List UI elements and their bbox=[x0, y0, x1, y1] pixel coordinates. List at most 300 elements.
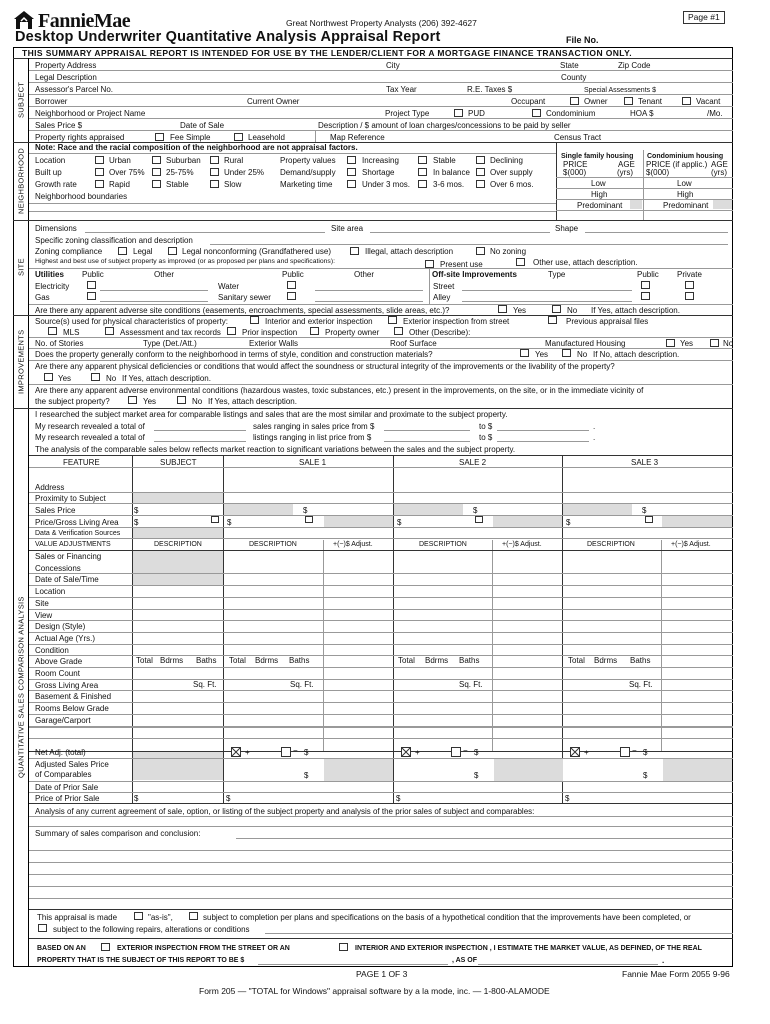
x-mark-icon bbox=[571, 748, 579, 756]
deficiencies-question: Are there any apparent physical deficiencies or conditions that would affect the soundness or structural integrity of the improvements or the livability of the property? bbox=[35, 362, 615, 371]
prop-owner-label: Property owner bbox=[325, 328, 380, 337]
owner-checkbox[interactable] bbox=[570, 97, 579, 105]
col-feature: FEATURE bbox=[63, 458, 100, 467]
rights-label: Property rights appraised bbox=[35, 133, 125, 142]
ext-street-checkbox[interactable] bbox=[388, 316, 397, 324]
sale1-net-dollar: $ bbox=[304, 748, 309, 757]
other-use-checkbox[interactable] bbox=[516, 258, 525, 266]
sale2-gla-dollar: $ bbox=[397, 518, 402, 527]
adj-row-label: Garage/Carport bbox=[35, 715, 91, 725]
sf-housing-label: Single family housing bbox=[561, 153, 634, 160]
def-no-checkbox[interactable] bbox=[91, 373, 100, 381]
owner-label: Owner bbox=[584, 97, 608, 106]
growth-label: Growth rate bbox=[35, 180, 77, 189]
sale2-prior-dollar: $ bbox=[396, 794, 401, 803]
sale1-prior-dollar: $ bbox=[226, 794, 231, 803]
in-balance-checkbox[interactable] bbox=[418, 168, 427, 176]
conform-attach-label: If No, attach description. bbox=[593, 350, 680, 359]
marketing-label: Marketing time bbox=[280, 180, 333, 189]
no-zoning-checkbox[interactable] bbox=[476, 247, 485, 255]
adj-row-label: Basement & Finished bbox=[35, 692, 112, 702]
utilities-other2-label: Other bbox=[354, 270, 375, 279]
suburban-checkbox[interactable] bbox=[152, 156, 161, 164]
improvements-label: IMPROVEMENTS bbox=[16, 329, 26, 394]
page-label: Page #1 bbox=[683, 11, 725, 24]
low2-label: Low bbox=[677, 179, 692, 188]
high-label: High bbox=[591, 190, 608, 199]
sale2-gla-mark bbox=[475, 516, 483, 523]
adverse-yes-label: Yes bbox=[513, 306, 527, 315]
prior-insp-checkbox[interactable] bbox=[227, 327, 236, 335]
sale2-net-dollar: $ bbox=[474, 748, 479, 757]
x-mark-icon bbox=[232, 748, 240, 756]
repairs-label: subject to the following repairs, alterations or conditions bbox=[53, 925, 250, 934]
sale1-sqft-label: Sq. Ft. bbox=[290, 680, 314, 689]
adj-row-divider bbox=[29, 573, 733, 574]
environmental-question-2: the subject property? bbox=[35, 397, 110, 406]
adj-row-label: Sales or Financing bbox=[35, 552, 102, 561]
electricity-label: Electricity bbox=[35, 282, 70, 291]
sanitary-label: Sanitary sewer bbox=[218, 293, 271, 302]
col-sale1: SALE 1 bbox=[299, 458, 327, 467]
gas-checkbox[interactable] bbox=[87, 292, 96, 300]
adj-row-divider bbox=[29, 597, 733, 598]
int-ext-insp-label: INTERIOR AND EXTERIOR INSPECTION , I ESTIMATE THE MARKET VALUE, AS DEFINED, OF THE REAL bbox=[355, 945, 702, 952]
suburban-label: Suburban bbox=[166, 156, 201, 165]
subject-prior-dollar: $ bbox=[134, 794, 139, 803]
prior-date-label: Date of Prior Sale bbox=[35, 783, 99, 792]
low-label: Low bbox=[591, 179, 606, 188]
k000b-label: $(000) bbox=[646, 168, 670, 177]
site-side bbox=[13, 220, 29, 315]
research-listings-period: . bbox=[593, 433, 596, 442]
street-private-checkbox[interactable] bbox=[685, 281, 694, 289]
adj-row-divider bbox=[29, 679, 733, 680]
ext-insp-label: EXTERIOR INSPECTION FROM THE STREET OR AN bbox=[117, 945, 290, 952]
vacant-checkbox[interactable] bbox=[682, 97, 691, 105]
m3-6-checkbox[interactable] bbox=[418, 180, 427, 188]
pud-checkbox[interactable] bbox=[454, 109, 463, 117]
condo-label: Condominium bbox=[546, 109, 596, 118]
col-subject: SUBJECT bbox=[160, 458, 197, 467]
urban-label: Urban bbox=[109, 156, 131, 165]
subject-bdrms-label: Bdrms bbox=[160, 656, 184, 665]
census-tract-field[interactable]: Census Tract bbox=[554, 133, 602, 142]
sale3-sqft-label: Sq. Ft. bbox=[629, 680, 653, 689]
legal-nonconf-label: Legal nonconforming (Grandfathered use) bbox=[182, 247, 331, 256]
row-price-gla: Price/Gross Living Area bbox=[35, 518, 119, 527]
sale3-gla-dollar: $ bbox=[566, 518, 571, 527]
sale3-adjusted-dollar: $ bbox=[643, 771, 648, 780]
state-field[interactable]: State bbox=[560, 61, 579, 70]
mls-label: MLS bbox=[63, 328, 80, 337]
roof-field[interactable]: Roof Surface bbox=[390, 339, 437, 348]
sale1-adjusted-dollar: $ bbox=[304, 771, 309, 780]
other-desc-label: Other (Describe): bbox=[409, 328, 471, 337]
adj-row-divider bbox=[29, 620, 733, 621]
mls-checkbox[interactable] bbox=[48, 327, 57, 335]
sale2-net-plus-checkbox[interactable] bbox=[401, 747, 411, 757]
row-address: Address bbox=[35, 483, 65, 492]
sales-label: QUANTITATIVE SALES COMPARISON ANALYSIS bbox=[16, 596, 26, 779]
sale3-net-plus-checkbox[interactable] bbox=[570, 747, 580, 757]
over6-label: Over 6 mos. bbox=[490, 180, 534, 189]
manufactured-label: Manufactured Housing bbox=[545, 339, 626, 348]
improvements-side bbox=[13, 315, 29, 408]
stable-checkbox[interactable] bbox=[152, 180, 161, 188]
property-address-field[interactable]: Property Address bbox=[35, 61, 97, 70]
sale3-net-dollar: $ bbox=[643, 748, 648, 757]
house-logo-icon bbox=[13, 10, 35, 30]
prop-owner-checkbox[interactable] bbox=[310, 327, 319, 335]
analysis-label: The analysis of the comparable sales below reflects market reaction to significant variations between the sales and the subject property. bbox=[35, 445, 516, 454]
sale3-baths-label: Baths bbox=[630, 656, 651, 665]
hoa-field[interactable]: HOA $ bbox=[630, 109, 654, 118]
hbu-label: Highest and best use of subject property as improved (or as proposed per plans and specifications): bbox=[35, 258, 335, 265]
leasehold-checkbox[interactable] bbox=[234, 133, 243, 141]
increasing-checkbox[interactable] bbox=[347, 156, 356, 164]
under3-label: Under 3 mos. bbox=[362, 180, 411, 189]
sources-label: Source(s) used for physical characteristics of property: bbox=[35, 317, 228, 326]
neighborhood-name-field[interactable]: Neighborhood or Project Name bbox=[35, 109, 146, 118]
other-desc-checkbox[interactable] bbox=[394, 327, 403, 335]
row-proximity: Proximity to Subject bbox=[35, 494, 106, 503]
zoning-legal-checkbox[interactable] bbox=[118, 247, 127, 255]
research-listings-range: listings ranging in list price from $ bbox=[253, 433, 372, 442]
sale3-gla-mark bbox=[645, 516, 653, 523]
adj-row-label: Actual Age (Yrs.) bbox=[35, 633, 96, 643]
subject-gla-mark bbox=[211, 516, 219, 523]
p25-75-checkbox[interactable] bbox=[152, 168, 161, 176]
re-taxes-field[interactable]: R.E. Taxes $ bbox=[467, 85, 513, 94]
project-type-label: Project Type bbox=[385, 109, 430, 118]
urban-checkbox[interactable] bbox=[95, 156, 104, 164]
page-number: PAGE 1 OF 3 bbox=[356, 969, 408, 979]
conform-yes-label: Yes bbox=[535, 350, 549, 359]
k000-label: $(000) bbox=[563, 168, 587, 177]
dimensions-field[interactable]: Dimensions bbox=[35, 224, 77, 233]
ext-street-label: Exterior inspection from street bbox=[403, 317, 510, 326]
property-value-label: PROPERTY THAT IS THE SUBJECT OF THIS REPORT TO BE $ bbox=[37, 957, 245, 964]
slow-checkbox[interactable] bbox=[210, 180, 219, 188]
research-listings-label: My research revealed a total of bbox=[35, 433, 145, 442]
zoning-desc-field[interactable]: Specific zoning classification and description bbox=[35, 236, 193, 245]
sale1-net-minus: − bbox=[293, 746, 298, 755]
parcel-field[interactable]: Assessor's Parcel No. bbox=[35, 85, 113, 94]
adj-row-divider bbox=[29, 702, 733, 703]
sale2-description-header: DESCRIPTION bbox=[419, 541, 467, 548]
as-of-label: , AS OF bbox=[452, 957, 478, 964]
sale1-bdrms-label: Bdrms bbox=[255, 656, 279, 665]
sale2-net-minus-checkbox[interactable] bbox=[451, 747, 461, 757]
neighborhood-label: NEIGHBORHOOD bbox=[16, 147, 26, 215]
manufactured-no-checkbox[interactable] bbox=[710, 339, 719, 347]
water-checkbox[interactable] bbox=[287, 281, 296, 289]
alley-label: Alley bbox=[433, 293, 451, 302]
adj-row-divider bbox=[29, 655, 733, 656]
env-no-label: No bbox=[192, 397, 203, 406]
sanitary-checkbox[interactable] bbox=[287, 292, 296, 300]
stable-label: Stable bbox=[166, 180, 189, 189]
present-use-checkbox[interactable] bbox=[425, 260, 434, 268]
water-label: Water bbox=[218, 282, 240, 291]
demand-label: Demand/supply bbox=[280, 168, 336, 177]
sale2-bdrms-label: Bdrms bbox=[425, 656, 449, 665]
borrower-field[interactable]: Borrower bbox=[35, 97, 68, 106]
file-no-label: File No. bbox=[566, 35, 599, 45]
sale1-adjusted-shade bbox=[324, 759, 393, 781]
def-attach-label: If Yes, attach description. bbox=[122, 374, 211, 383]
adj-row-label: Design (Style) bbox=[35, 622, 86, 632]
adverse-no-label: No bbox=[567, 306, 578, 315]
sale1-baths-label: Baths bbox=[289, 656, 310, 665]
vacant-label: Vacant bbox=[696, 97, 721, 106]
sale3-adjust-header: +(−)$ Adjust. bbox=[671, 541, 711, 548]
adj-row-label: Concessions bbox=[35, 563, 81, 573]
site-label: SITE bbox=[16, 258, 26, 277]
sale1-gla-mark bbox=[305, 516, 313, 523]
alley-private-checkbox[interactable] bbox=[685, 292, 694, 300]
sale3-price-dollar: $ bbox=[642, 506, 647, 515]
adj-row-divider bbox=[29, 644, 733, 645]
repairs-checkbox[interactable] bbox=[38, 924, 47, 932]
ext-insp-checkbox[interactable] bbox=[101, 943, 110, 951]
declining-checkbox[interactable] bbox=[476, 156, 485, 164]
row-sales-price: Sales Price bbox=[35, 506, 76, 515]
increasing-label: Increasing bbox=[362, 156, 399, 165]
report-title: Desktop Underwriter Quantitative Analysis Appraisal Report bbox=[15, 29, 441, 45]
def-yes-checkbox[interactable] bbox=[44, 373, 53, 381]
current-owner-field[interactable]: Current Owner bbox=[247, 97, 300, 106]
predominant-label: Predominant bbox=[577, 201, 623, 210]
adj-row-divider bbox=[29, 632, 733, 633]
prior-price-label: Price of Prior Sale bbox=[35, 794, 100, 803]
city-field[interactable]: City bbox=[386, 61, 400, 70]
col-sale2: SALE 2 bbox=[459, 458, 487, 467]
adverse-yes-checkbox[interactable] bbox=[498, 305, 507, 313]
sale1-net-minus-checkbox[interactable] bbox=[281, 747, 291, 757]
predominant2-label: Predominant bbox=[663, 201, 709, 210]
legal-description-field[interactable]: Legal Description bbox=[35, 73, 97, 82]
shortage-label: Shortage bbox=[362, 168, 395, 177]
appraisal-made-label: This appraisal is made bbox=[37, 913, 118, 922]
offsite-type-label: Type bbox=[548, 270, 566, 279]
sale1-description-header: DESCRIPTION bbox=[249, 541, 297, 548]
adverse-site-question: Are there any apparent adverse site conditions (easements, encroachments, special assessments, slide areas, etc.)? bbox=[35, 306, 450, 315]
tenant-checkbox[interactable] bbox=[624, 97, 633, 105]
sale3-net-plus: + bbox=[584, 748, 589, 757]
manufactured-yes-checkbox[interactable] bbox=[666, 339, 675, 347]
stories-field[interactable]: No. of Stories bbox=[35, 339, 84, 348]
price-applic-label: PRICE (if applic.) bbox=[646, 160, 708, 169]
sale1-gla-dollar: $ bbox=[227, 518, 232, 527]
sale3-bdrms-label: Bdrms bbox=[594, 656, 618, 665]
adj-row-divider bbox=[29, 690, 733, 691]
offsite-private-label: Private bbox=[677, 270, 702, 279]
rural-checkbox[interactable] bbox=[210, 156, 219, 164]
adj-row-label: Above Grade bbox=[35, 657, 83, 667]
zoning-compliance-label: Zoning compliance bbox=[35, 247, 103, 256]
as-is-checkbox[interactable] bbox=[134, 912, 143, 920]
over75-checkbox[interactable] bbox=[95, 168, 104, 176]
int-ext-insp-checkbox[interactable] bbox=[339, 943, 348, 951]
built-up-label: Built up bbox=[35, 168, 62, 177]
electricity-checkbox[interactable] bbox=[87, 281, 96, 289]
pud-label: PUD bbox=[468, 109, 485, 118]
tax-year-field[interactable]: Tax Year bbox=[386, 85, 417, 94]
shape-field[interactable]: Shape bbox=[555, 224, 579, 233]
row-data-sources: Data & Verification Sources bbox=[35, 530, 121, 537]
sale3-description-header: DESCRIPTION bbox=[587, 541, 635, 548]
logo-text: FannieMae bbox=[38, 10, 131, 32]
tenant-label: Tenant bbox=[638, 97, 663, 106]
def-yes-label: Yes bbox=[58, 374, 72, 383]
research-sales-to: to $ bbox=[479, 422, 493, 431]
ext-walls-field[interactable]: Exterior Walls bbox=[249, 339, 299, 348]
subject-description-header: DESCRIPTION bbox=[154, 541, 202, 548]
stable2-checkbox[interactable] bbox=[418, 156, 427, 164]
subject-baths-label: Baths bbox=[196, 656, 217, 665]
subject-to-label: subject to completion per plans and specifications on the basis of a hypothetical condition that the improvements have been completed, or bbox=[203, 913, 691, 922]
no-zoning-label: No zoning bbox=[490, 247, 527, 256]
m3-6-label: 3-6 mos. bbox=[433, 180, 465, 189]
under3-checkbox[interactable] bbox=[347, 180, 356, 188]
legal-nonconf-checkbox[interactable] bbox=[168, 247, 177, 255]
yrs-label: (yrs) bbox=[617, 168, 633, 177]
utilities-public-label: Public bbox=[82, 270, 104, 279]
sale3-adjusted-shade bbox=[663, 759, 732, 781]
utilities-public2-label: Public bbox=[282, 270, 304, 279]
env-attach-label: If Yes, attach description. bbox=[208, 397, 297, 406]
zip-field[interactable]: Zip Code bbox=[618, 61, 651, 70]
def-no-label: No bbox=[106, 374, 117, 383]
occupant-label: Occupant bbox=[511, 97, 546, 106]
map-reference-field[interactable]: Map Reference bbox=[330, 133, 385, 142]
race-note: Note: Race and the racial composition of the neighborhood are not appraisal factors. bbox=[35, 143, 358, 152]
summary-label: Summary of sales comparison and conclusion: bbox=[35, 829, 201, 838]
prev-files-checkbox[interactable] bbox=[548, 316, 557, 324]
x-mark-icon bbox=[402, 748, 410, 756]
age2-label: AGE bbox=[711, 160, 728, 169]
env-no-checkbox[interactable] bbox=[177, 396, 186, 404]
hoa-mo-label: /Mo. bbox=[707, 109, 723, 118]
property-values-label: Property values bbox=[280, 156, 336, 165]
conform-question: Does the property generally conform to the neighborhood in terms of style, condition and construction materials? bbox=[35, 350, 433, 359]
subject-price-dollar: $ bbox=[134, 506, 139, 515]
type-det-field[interactable]: Type (Det./Att.) bbox=[143, 339, 197, 348]
location-label: Location bbox=[35, 156, 66, 165]
under25-label: Under 25% bbox=[224, 168, 265, 177]
adj-row-label: Room Count bbox=[35, 669, 80, 678]
condo-checkbox[interactable] bbox=[532, 109, 541, 117]
conform-no-checkbox[interactable] bbox=[562, 349, 571, 357]
site-area-field[interactable]: Site area bbox=[331, 224, 364, 233]
leasehold-label: Leasehold bbox=[248, 133, 285, 142]
env-yes-checkbox[interactable] bbox=[128, 396, 137, 404]
subject-to-checkbox[interactable] bbox=[189, 912, 198, 920]
street-public-checkbox[interactable] bbox=[641, 281, 650, 289]
price-label: PRICE bbox=[563, 160, 588, 169]
sale1-total-label: Total bbox=[229, 656, 246, 665]
fee-simple-label: Fee Simple bbox=[170, 133, 211, 142]
in-balance-label: In balance bbox=[433, 168, 470, 177]
over6-checkbox[interactable] bbox=[476, 180, 485, 188]
adj-row-divider bbox=[29, 585, 733, 586]
illegal-checkbox[interactable] bbox=[350, 247, 359, 255]
sale1-net-plus-checkbox[interactable] bbox=[231, 747, 241, 757]
adj-row-label: Site bbox=[35, 598, 49, 608]
offsite-public-label: Public bbox=[637, 270, 659, 279]
declining-label: Declining bbox=[490, 156, 523, 165]
rural-label: Rural bbox=[224, 156, 244, 165]
over-supply-checkbox[interactable] bbox=[476, 168, 485, 176]
research-sales-range: sales ranging in sales price from $ bbox=[253, 422, 375, 431]
sale3-net-minus-checkbox[interactable] bbox=[620, 747, 630, 757]
county-field[interactable]: County bbox=[561, 73, 587, 82]
sale2-sqft-label: Sq. Ft. bbox=[459, 680, 483, 689]
subject-side bbox=[13, 58, 29, 142]
subject-total-label: Total bbox=[136, 656, 153, 665]
int-ext-label: Interior and exterior inspection bbox=[265, 317, 373, 326]
date-of-sale-field[interactable]: Date of Sale bbox=[180, 121, 225, 130]
int-ext-checkbox[interactable] bbox=[250, 316, 259, 324]
adj-row-label: Gross Living Area bbox=[35, 680, 99, 690]
assessment-label: Assessment and tax records bbox=[120, 328, 221, 337]
adj-row-divider bbox=[29, 609, 733, 610]
boundaries-field[interactable]: Neighborhood boundaries bbox=[35, 192, 128, 201]
net-adj-label: Net Adj. (total) bbox=[35, 748, 86, 757]
utilities-label: Utilities bbox=[35, 270, 64, 279]
adjusted-price-label-2: of Comparables bbox=[35, 770, 92, 779]
fee-simple-checkbox[interactable] bbox=[155, 133, 164, 141]
sale3-net-minus: − bbox=[632, 746, 637, 755]
conform-no-label: No bbox=[577, 350, 588, 359]
research-sales-period: . bbox=[593, 422, 596, 431]
shortage-checkbox[interactable] bbox=[347, 168, 356, 176]
sales-price-field[interactable]: Sales Price $ bbox=[35, 121, 83, 130]
company-line: Great Northwest Property Analysts (206) 392-4627 bbox=[286, 18, 477, 28]
agreement-label: Analysis of any current agreement of sale, option, or listing of the subject property and analysis of the prior sales of subject and comparables: bbox=[35, 807, 535, 816]
offsite-label: Off-site Improvements bbox=[432, 270, 517, 279]
assessment-checkbox[interactable] bbox=[105, 327, 114, 335]
conform-yes-checkbox[interactable] bbox=[520, 349, 529, 357]
rapid-checkbox[interactable] bbox=[95, 180, 104, 188]
loan-charges-field[interactable]: Description / $ amount of loan charges/concessions to be paid by seller bbox=[318, 121, 571, 130]
subject-sqft-label: Sq. Ft. bbox=[193, 680, 217, 689]
rapid-label: Rapid bbox=[109, 180, 130, 189]
condo-housing-label: Condominium housing bbox=[647, 153, 724, 160]
present-use-label: Present use bbox=[440, 260, 483, 269]
stable2-label: Stable bbox=[433, 156, 456, 165]
adverse-no-checkbox[interactable] bbox=[552, 305, 561, 313]
special-assessments-field[interactable]: Special Assessments $ bbox=[584, 87, 656, 94]
zoning-legal-label: Legal bbox=[133, 247, 153, 256]
high2-label: High bbox=[677, 190, 694, 199]
manufactured-yes-label: Yes bbox=[680, 339, 694, 348]
adj-row-label: View bbox=[35, 610, 53, 620]
other-use-label: Other use, attach description. bbox=[533, 258, 638, 267]
env-yes-label: Yes bbox=[143, 397, 157, 406]
based-on-label: BASED ON AN bbox=[37, 945, 86, 952]
under25-checkbox[interactable] bbox=[210, 168, 219, 176]
adj-row-label: Date of Sale/Time bbox=[35, 575, 99, 585]
sale2-adjusted-shade bbox=[494, 759, 563, 781]
alley-public-checkbox[interactable] bbox=[641, 292, 650, 300]
neighborhood-side bbox=[13, 142, 29, 220]
value-period: . bbox=[662, 956, 665, 965]
street-label: Street bbox=[433, 282, 455, 291]
gas-label: Gas bbox=[35, 293, 50, 302]
